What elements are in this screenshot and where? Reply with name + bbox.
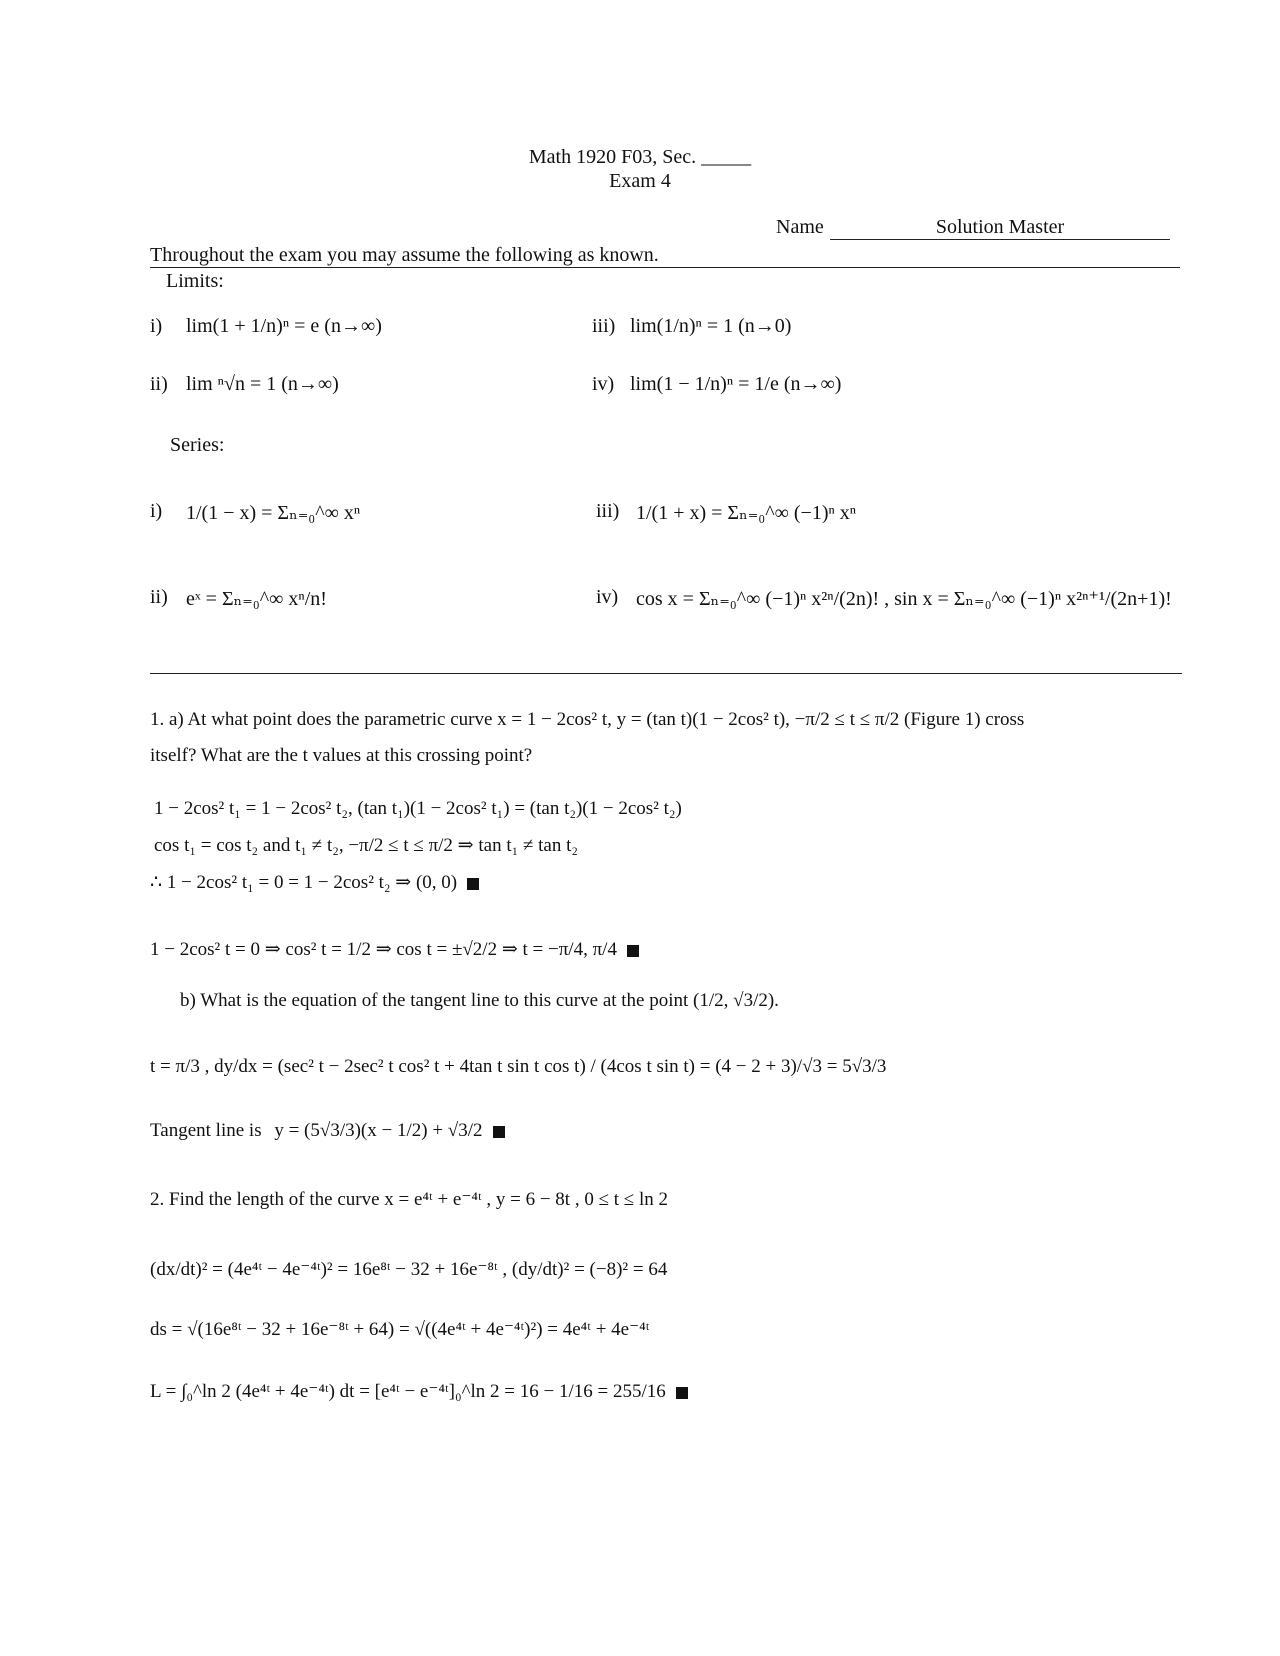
problem2-question: 2. Find the length of the curve x = e⁴ᵗ + e⁻⁴ᵗ , y = 6 − 8t , 0 ≤ t ≤ ln 2 xyxy=(150,1189,669,1210)
problem1-solution-b2-row xyxy=(150,1120,505,1142)
limit-iii-expr: lim(1/n)ⁿ = 1 (n→0) xyxy=(630,315,792,337)
tangent-label: Tangent line is xyxy=(150,1120,262,1141)
end-proof-icon xyxy=(676,1387,688,1399)
problem2-solution-2: ds = √(16e⁸ᵗ − 32 + 16e⁻⁸ᵗ + 64) = √((4e⁴ᵗ + 4e⁻⁴ᵗ)²) = 4e⁴ᵗ + 4e⁻⁴ᵗ xyxy=(150,1319,650,1340)
intro-underline xyxy=(150,267,1180,268)
series-iv-expr: cos x = Σₙ₌₀^∞ (−1)ⁿ x²ⁿ/(2n)! , sin x = Σₙ₌₀^∞ (−1)ⁿ x²ⁿ⁺¹/(2n+1)! xyxy=(636,588,1172,610)
limit-i-label: i) xyxy=(150,315,163,337)
tangent-equation: y = (5√3/3)(x − 1/2) + √3/2 xyxy=(274,1120,483,1141)
problem1-question-line1: 1. a) At what point does the parametric curve x = 1 − 2cos² t, y = (tan t)(1 − 2cos² t), −π/2 ≤ t ≤ π/2 (Figure 1) cross xyxy=(150,709,1025,730)
series-label: Series: xyxy=(170,434,225,456)
problem1-solution-a2: cos t₁ = cos t₂ and t₁ ≠ t₂, −π/2 ≤ t ≤ π/2 ⇒ tan t₁ ≠ tan t₂ xyxy=(154,835,579,856)
problem2-solution-3: L = ∫₀^ln 2 (4e⁴ᵗ + 4e⁻⁴ᵗ) dt = [e⁴ᵗ − e⁻⁴ᵗ]₀^ln 2 = 16 − 1/16 = 255/16 xyxy=(150,1381,666,1402)
course-title: Math 1920 F03, Sec. _____ xyxy=(528,146,752,168)
series-i-label: i) xyxy=(150,500,163,522)
problem1-solution-a3-row xyxy=(150,871,479,894)
problem1-question-line2: itself? What are the t values at this crossing point? xyxy=(150,745,533,766)
end-proof-icon xyxy=(627,945,639,957)
series-ii-label: ii) xyxy=(150,586,168,608)
series-i-expr: 1/(1 − x) = Σₙ₌₀^∞ xⁿ xyxy=(186,502,361,524)
problem1-question-b: b) What is the equation of the tangent line to this curve at the point (1/2, √3/2). xyxy=(180,990,779,1011)
series-iv-label: iv) xyxy=(596,586,619,608)
limit-iv-expr: lim(1 − 1/n)ⁿ = 1/e (n→∞) xyxy=(630,373,842,395)
limit-iv-label: iv) xyxy=(592,373,615,395)
problem2-solution-1: (dx/dt)² = (4e⁴ᵗ − 4e⁻⁴ᵗ)² = 16e⁸ᵗ − 32 + 16e⁻⁸ᵗ , (dy/dt)² = (−8)² = 64 xyxy=(150,1259,668,1280)
problem1-solution-b1: t = π/3 , dy/dx = (sec² t − 2sec² t cos² t + 4tan t sin t cos t) / (4cos t sin t) = (4 − 2 + 3)/√3 = 5√3/3 xyxy=(150,1056,887,1077)
name-label: Name xyxy=(776,216,824,238)
intro-text: Throughout the exam you may assume the following as known. xyxy=(150,244,659,266)
end-proof-icon xyxy=(467,878,479,890)
end-proof-icon xyxy=(493,1126,505,1138)
limit-ii-label: ii) xyxy=(150,373,168,395)
problem2-solution-3-row xyxy=(150,1380,688,1403)
exam-title: Exam 4 xyxy=(609,170,671,192)
series-iii-label: iii) xyxy=(596,500,620,522)
section-divider xyxy=(150,673,1182,674)
name-field xyxy=(830,216,1170,240)
limits-label: Limits: xyxy=(166,270,224,292)
limit-ii-expr: lim ⁿ√n = 1 (n→∞) xyxy=(186,373,339,395)
series-iii-expr: 1/(1 + x) = Σₙ₌₀^∞ (−1)ⁿ xⁿ xyxy=(636,502,857,524)
problem1-solution-a1: 1 − 2cos² t₁ = 1 − 2cos² t₂, (tan t₁)(1 − 2cos² t₁) = (tan t₂)(1 − 2cos² t₂) xyxy=(154,798,682,819)
series-ii-expr: eˣ = Σₙ₌₀^∞ xⁿ/n! xyxy=(186,588,327,610)
limit-iii-label: iii) xyxy=(592,315,616,337)
problem1-solution-a4-row xyxy=(150,938,639,961)
limit-i-expr: lim(1 + 1/n)ⁿ = e (n→∞) xyxy=(186,315,382,337)
name-value: Solution Master xyxy=(830,216,1170,240)
problem1-solution-a4: 1 − 2cos² t = 0 ⇒ cos² t = 1/2 ⇒ cos t = ±√2/2 ⇒ t = −π/4, π/4 xyxy=(150,939,617,960)
problem1-solution-a3: ∴ 1 − 2cos² t₁ = 0 = 1 − 2cos² t₂ ⇒ (0, 0) xyxy=(150,872,458,893)
